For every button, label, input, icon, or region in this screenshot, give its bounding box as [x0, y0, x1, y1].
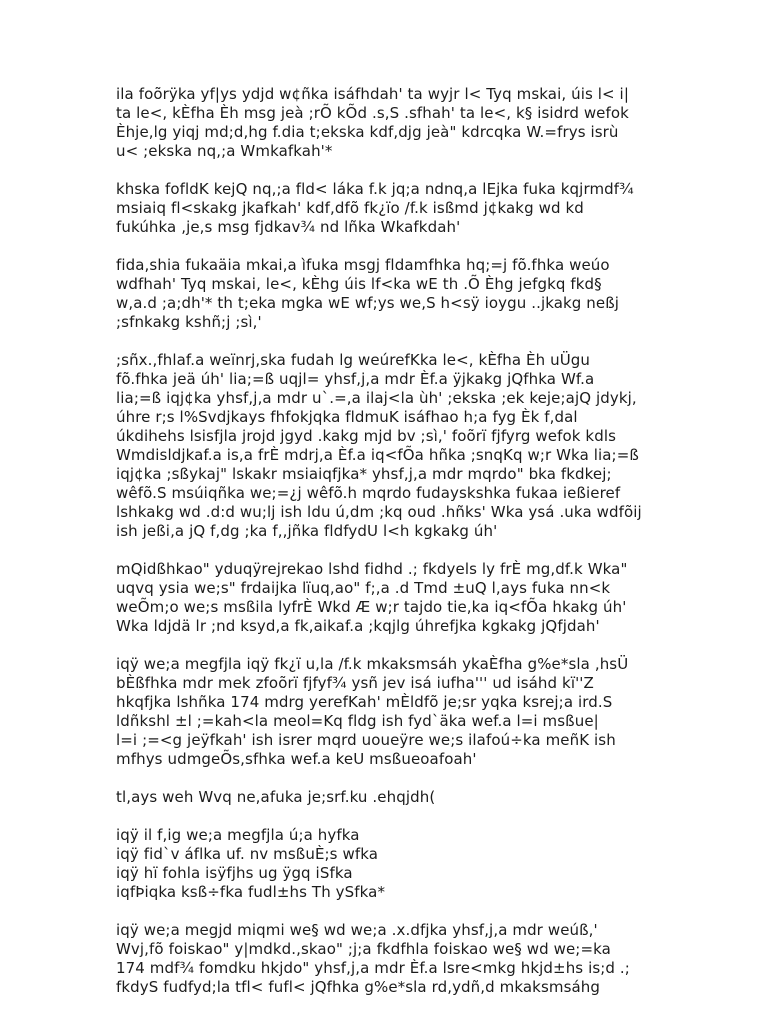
verse-stanza: iqÿ il f,ig we;a megfjla ú;a hyfka iqÿ fid`v áflka uf. nv msßuÈ;s wfka iqÿ hï fohla isÿfjhs ug ÿgq iSfka iqfÞiqka ksß÷fka fudl±hs Th ySfka*	[116, 826, 386, 901]
paragraph-4: ;sñx.,fhlaf.a weïnrj,ska fudah lg weúrefKka le<, kÈfha Èh uÜgu fõ.fhka jeä úh' lia;=ß uqjl= yhsf,j,a mdr Èf.a ÿjkakg jQfhka Wf.a lia;=ß iqj¢ka yhsf,j,a mdr u`.=,a ilaj<la ùh' ;ekska ;ek keje;ajQ jdykj, úhre r;s l%Svdjkays fhfokjqka fldmuK isáfhao h;a fyg Èk f,dal úkdihehs lsisfjla jrojd jgyd .kakg mjd bv ;sì,' foõrï fjfyrg wefok kdls Wmdisldjkaf.a is,a frÈ mdrj,a Èf.a iq<fÕa hñka ;snqKq w;r Wka lia;=ß iqj¢ka ;sßykaj" lskakr msiaiqfjka* yhsf,j,a mdr mqrdo" bka fkdkej; wêfõ.S msúiqñka we;=¿j wêfõ.h mqrdo fudayskshka fukaa ießieref lshkakg wd .d:d wu;lj ish ldu ú,dm ;kq oud .hñks' Wka ysá .uka wdfõij ish jeßi,a jQ f,dg ;ka f,,jñka fldfydU l<h kgkakg úh'	[116, 351, 642, 540]
paragraph-6: iqÿ we;a megfjla iqÿ fk¿ï u,la /f.k mkaksmsáh ykaÈfha g%e*sla ,hsÜ bÈßfhka mdr mek zfoõrï fjfyf¾ ysñ jev isá iufha''' ud isáhd kï''Z hkqfjka lshñka 174 mdrg yerefKah' mÈldfõ je;sr yqka ksrej;a ird.S ldñkshl ±l ;=kah<la meol=Kq fldg ish fyd`äka wef.a l=i msßue| l=i ;=<g jeÿfkah' ish isrer mqrd uoueÿre we;s ilafoú÷ka meñK ish mfhys udmgeÕs,sfhka wef.a keU msßueoafoah'	[116, 655, 629, 768]
paragraph-2: khska fofldK kejQ nq,;a fld< láka f.k jq;a ndnq,a lEjka fuka kqjrmdf¾ msiaiq fl<skakg jkafkah' kdf,dfõ fk¿ïo /f.k isßmd j¢kakg wd kd fukúhka ,je,s msg fjdkav¾ nd lñka Wkafkdah'	[116, 180, 634, 236]
paragraph-8: iqÿ we;a megjd miqmi we§ wd we;a .x.dfjka yhsf,j,a mdr weúß,' Wvj,fõ foiskao" y|mdkd.,skao" ;j;a fkdfhla foiskao we§ wd we;=ka 174 mdf¾ fomdku hkjdo" yhsf,j,a mdr Èf.a lsre<mkg hkjd±hs is;d .; fkdyS fudfyd;la tfl< fufl< jQfhka g%e*sla rd,ydñ,d mkaksmsáhg	[116, 921, 630, 996]
document-body	[116, 85, 656, 1016]
paragraph-3: fida,shia fukaäia mkai,a ìfuka msgj fldamfhka hq;=j fõ.fhka weúo wdfhah' Tyq mskai, le<, kÈhg úis lf<ka wE th .Õ Èhg jefgkq fkd§ w,a.d ;a;dh'* th t;eka mgka wE wf;ys we,S h<sÿ ioygu ..jkakg neßj ;sfnkakg kshñ;j ;sì,'	[116, 256, 620, 331]
paragraph-1: ila foõrÿka yf|ys ydjd w¢ñka isáfhdah' ta wyjr l< Tyq mskai, úis l< i| ta le<, kÈfha Èh msg jeà ;rÕ kÕd .s,S .sfhah' ta le<, k§ isidrd wefok Èhje,lg yiqj md;d,hg f.dia t;ekska kdf,djg jeà" kdrcqka W.=frys isrù u< ;ekska nq,;a Wmkafkah'*	[116, 85, 629, 160]
paragraph-5: mQidßhkao" yduqÿrejrekao lshd fidhd .; fkdyels ly frÈ mg,df.k Wka" uqvq ysia we;s" frdaijka lïuq,ao" f;,a .d Tmd ±uQ l,ays fuka nn<k weÕm;o we;s msßila lyfrÈ Wkd Æ w;r tajdo tie,ka iq<fÕa hkakg úh' Wka ldjdä lr ;nd ksyd,a fk,aikaf.a ;kqjlg úhrefjka kgkakg jQfjdah'	[116, 560, 628, 635]
paragraph-7: tl,ays weh Wvq ne,afuka je;srf.ku .ehqjdh(	[116, 788, 436, 806]
